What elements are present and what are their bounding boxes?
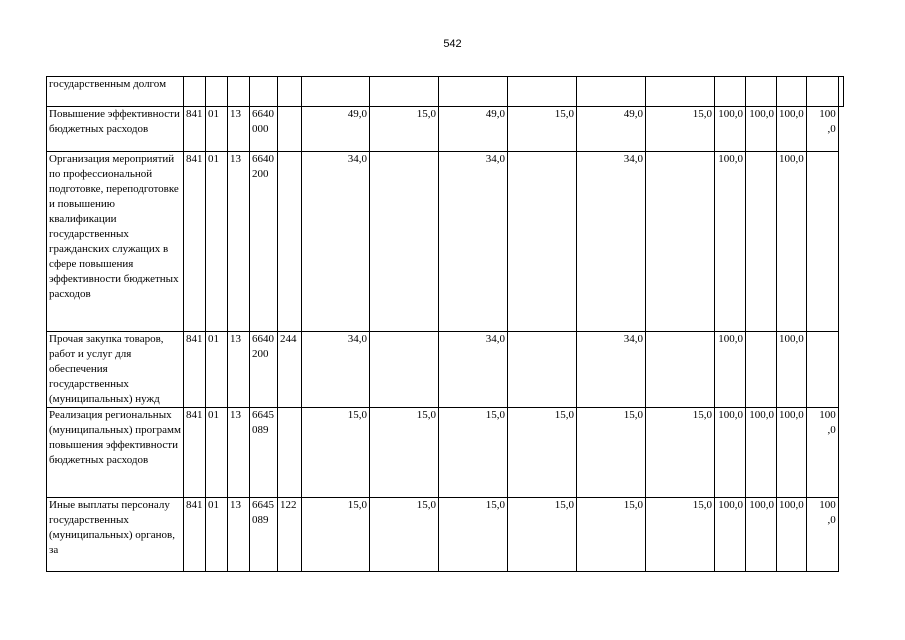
table-cell: 15,0 — [439, 498, 508, 572]
table-cell: 15,0 — [370, 498, 439, 572]
table-cell: 841 — [184, 408, 206, 498]
table-cell — [746, 152, 777, 332]
table-cell: 841 — [184, 152, 206, 332]
table-cell — [302, 77, 370, 107]
table-cell: 100 ,0 — [806, 498, 838, 572]
table-cell — [250, 77, 278, 107]
table-cell: 13 — [228, 332, 250, 408]
table-cell: 100,0 — [777, 107, 807, 152]
table-cell: 49,0 — [439, 107, 508, 152]
table-cell: 49,0 — [577, 107, 646, 152]
table-cell: 13 — [228, 152, 250, 332]
table-cell — [206, 77, 228, 107]
table-cell: 01 — [206, 152, 228, 332]
row-name-cell: Прочая закупка товаров, работ и услуг для обеспечения государственных (муниципальных) нужд — [47, 332, 184, 408]
table-cell — [278, 107, 302, 152]
table-cell — [278, 77, 302, 107]
table-cell: 15,0 — [646, 107, 715, 152]
table-cell: 15,0 — [370, 408, 439, 498]
table-cell: 100,0 — [746, 408, 777, 498]
table-cell: 34,0 — [439, 332, 508, 408]
table-cell: 15,0 — [646, 498, 715, 572]
table-cell: 15,0 — [439, 408, 508, 498]
table-cell: 841 — [184, 332, 206, 408]
table-cell: 100,0 — [777, 498, 807, 572]
table-cell: 100,0 — [746, 498, 777, 572]
table-cell: 15,0 — [508, 408, 577, 498]
table-cell — [228, 77, 250, 107]
table-cell — [370, 152, 439, 332]
table-cell: 15,0 — [577, 408, 646, 498]
table-row — [47, 77, 844, 107]
table-cell: 01 — [206, 332, 228, 408]
table-cell: 34,0 — [302, 332, 370, 408]
table-cell — [646, 332, 715, 408]
table-cell: 100,0 — [715, 152, 746, 332]
table-cell: 13 — [228, 498, 250, 572]
table-cell — [439, 77, 508, 107]
table-cell: 34,0 — [577, 332, 646, 408]
table-cell — [838, 77, 843, 107]
table-cell: 244 — [278, 332, 302, 408]
table-cell — [746, 77, 777, 107]
row-name-cell: Реализация региональных (муниципальных) программ повышения эффективности бюджетных расходов — [47, 408, 184, 498]
table-cell: 15,0 — [370, 107, 439, 152]
table-cell: 6645 089 — [250, 408, 278, 498]
table-cell: 100,0 — [715, 332, 746, 408]
table-cell — [777, 77, 807, 107]
table-row — [47, 498, 844, 572]
budget-table — [46, 76, 844, 572]
table-cell: 122 — [278, 498, 302, 572]
table-cell: 100,0 — [746, 107, 777, 152]
table-cell: 841 — [184, 498, 206, 572]
table-cell — [806, 152, 838, 332]
table-cell: 15,0 — [302, 408, 370, 498]
table-cell — [746, 332, 777, 408]
table-cell: 6640 200 — [250, 152, 278, 332]
table-cell: 100,0 — [777, 408, 807, 498]
table-cell: 6640 000 — [250, 107, 278, 152]
table-cell: 100,0 — [715, 107, 746, 152]
table-cell — [646, 152, 715, 332]
table-cell: 15,0 — [302, 498, 370, 572]
table-row — [47, 152, 844, 332]
table-cell — [184, 77, 206, 107]
table-cell: 15,0 — [577, 498, 646, 572]
table-cell — [278, 152, 302, 332]
table-cell — [577, 77, 646, 107]
table-cell: 34,0 — [439, 152, 508, 332]
row-name-cell: Повышение эффективности бюджетных расходов — [47, 107, 184, 152]
table-cell: 15,0 — [508, 107, 577, 152]
table-cell — [278, 408, 302, 498]
table-cell — [370, 332, 439, 408]
table-row — [47, 408, 844, 498]
table-cell — [508, 77, 577, 107]
table-cell: 100,0 — [715, 408, 746, 498]
table-row — [47, 332, 844, 408]
table-cell: 49,0 — [302, 107, 370, 152]
table-cell: 34,0 — [577, 152, 646, 332]
table-cell — [715, 77, 746, 107]
page-number: 542 — [443, 38, 462, 50]
table-cell: 6640 200 — [250, 332, 278, 408]
table-cell: 841 — [184, 107, 206, 152]
table-body — [47, 77, 844, 572]
table-row — [47, 107, 844, 152]
table-cell: 01 — [206, 107, 228, 152]
table-cell — [508, 332, 577, 408]
table-cell: 15,0 — [646, 408, 715, 498]
table-cell: 01 — [206, 408, 228, 498]
table-cell: 100 ,0 — [806, 107, 838, 152]
table-cell — [806, 77, 838, 107]
table-cell: 13 — [228, 107, 250, 152]
table-cell — [370, 77, 439, 107]
table-cell — [806, 332, 838, 408]
table-cell: 15,0 — [508, 498, 577, 572]
table-cell: 01 — [206, 498, 228, 572]
table-cell: 13 — [228, 408, 250, 498]
table-cell: 100 ,0 — [806, 408, 838, 498]
row-name-cell: Организация мероприятий по профессиональной подготовке, переподготовке и повышению квалификации государственных гражданских служащих в сфере повышения эффективности бюджетных расходов — [47, 152, 184, 332]
table-cell: 100,0 — [777, 152, 807, 332]
table-cell: 34,0 — [302, 152, 370, 332]
row-name-cell: Иные выплаты персоналу государственных (муниципальных) органов, за — [47, 498, 184, 572]
table-cell — [646, 77, 715, 107]
table-cell: 6645 089 — [250, 498, 278, 572]
row-name-cell: государственным долгом — [47, 77, 184, 107]
table-cell: 100,0 — [777, 332, 807, 408]
table-cell — [508, 152, 577, 332]
table-cell: 100,0 — [715, 498, 746, 572]
